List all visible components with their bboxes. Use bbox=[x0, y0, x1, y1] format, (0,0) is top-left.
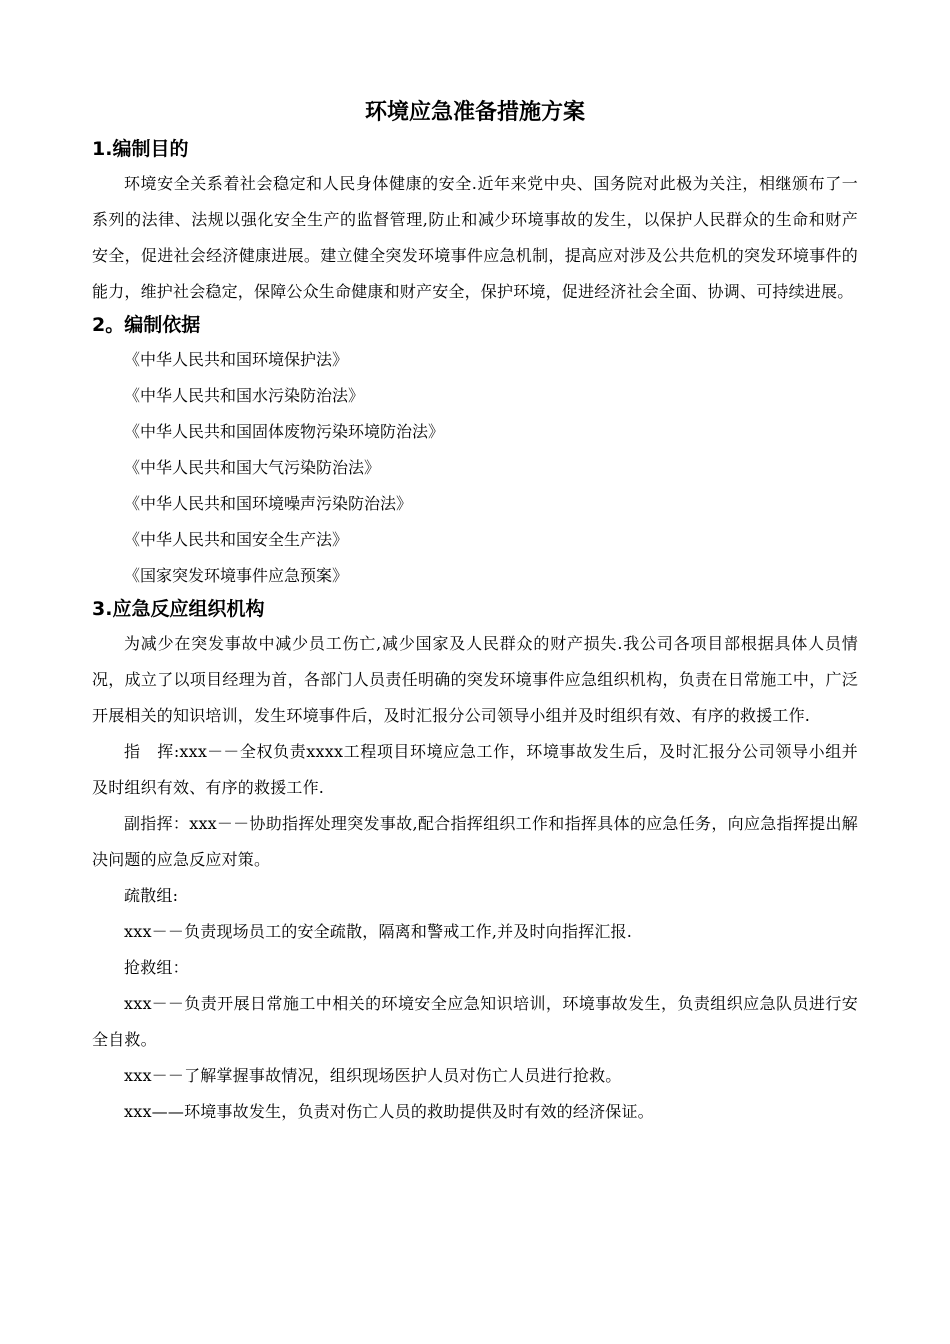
commander-paragraph: 指 挥:xxx－－全权负责xxxx工程项目环境应急工作，环境事故发生后，及时汇报分公司领导小组并及时组织有效、有序的救援工作. bbox=[92, 742, 858, 797]
law-item: 《中华人民共和国环境噪声污染防治法》 bbox=[124, 494, 413, 513]
law-item: 《中华人民共和国安全生产法》 bbox=[124, 530, 349, 549]
organization-intro-paragraph: 为减少在突发事故中减少员工伤亡,减少国家及人民群众的财产损失.我公司各项目部根据具体人员情况，成立了以项目经理为首，各部门人员责任明确的突发环境事件应急组织机构，负责在日常施工中，广泛开展相关的知识培训，发生环境事件后，及时汇报分公司领导小组并及时组织有效、有序的救援工作. bbox=[92, 634, 858, 725]
law-item: 《中华人民共和国固体废物污染环境防治法》 bbox=[124, 422, 445, 441]
rescue-group-label: 抢救组： bbox=[124, 958, 189, 977]
purpose-paragraph: 环境安全关系着社会稳定和人民身体健康的安全.近年来党中央、国务院对此极为关注，相继颁布了一系列的法律、法规以强化安全生产的监督管理,防止和减少环境事故的发生，以保护人民群众的生命和财产安全，促进社会经济健康进展。建立健全突发环境事件应急机制，提高应对涉及公共危机的突发环境事件的能力，维护社会稳定，保障公众生命健康和财产安全，保护环境，促进经济社会全面、协调、可持续进展。 bbox=[92, 174, 858, 301]
rescue-group-paragraph: xxx－－了解掌握事故情况，组织现场医护人员对伤亡人员进行抢救。 bbox=[124, 1066, 622, 1085]
section-heading-purpose: 1.编制目的 bbox=[92, 138, 189, 160]
law-item: 《中华人民共和国大气污染防治法》 bbox=[124, 458, 381, 477]
section-organization bbox=[92, 594, 858, 1130]
law-item: 《中华人民共和国环境保护法》 bbox=[124, 350, 349, 369]
document-title: 环境应急准备措施方案 bbox=[364, 100, 585, 125]
rescue-group-paragraph: xxx－－负责开展日常施工中相关的环境安全应急知识培训，环境事故发生，负责组织应急队员进行安全自救。 bbox=[92, 994, 858, 1049]
section-purpose bbox=[92, 134, 858, 310]
evacuation-group-label: 疏散组: bbox=[124, 886, 179, 905]
section-heading-basis: 2。编制依据 bbox=[92, 314, 201, 336]
law-item: 《中华人民共和国水污染防治法》 bbox=[124, 386, 365, 405]
evacuation-group-paragraph: xxx－－负责现场员工的安全疏散，隔离和警戒工作,并及时向指挥汇报. bbox=[124, 922, 633, 941]
law-item: 《国家突发环境事件应急预案》 bbox=[124, 566, 349, 585]
section-basis bbox=[92, 310, 858, 594]
deputy-commander-paragraph: 副指挥：xxx－－协助指挥处理突发事故,配合指挥组织工作和指挥具体的应急任务，向应急指挥提出解决问题的应急反应对策。 bbox=[92, 814, 858, 869]
rescue-group-paragraph: xxx——环境事故发生，负责对伤亡人员的救助提供及时有效的经济保证。 bbox=[124, 1102, 654, 1121]
section-heading-organization: 3.应急反应组织机构 bbox=[92, 598, 265, 620]
